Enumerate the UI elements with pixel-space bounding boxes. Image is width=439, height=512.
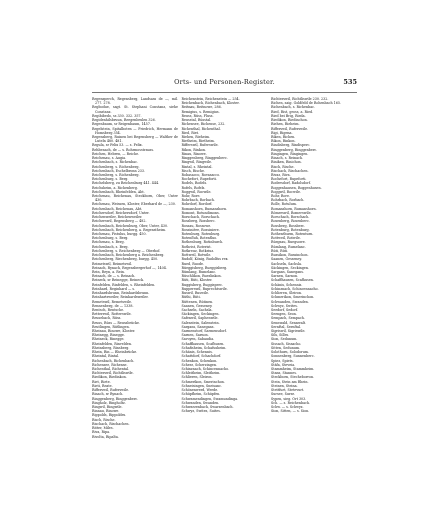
register-entry: Säckingen, Seckingen. xyxy=(181,312,220,317)
register-entry: Schänis, Schennis. xyxy=(271,282,303,287)
register-entry: Riedikon, Riedinchon. xyxy=(271,118,308,123)
register-entry: Romanshorn, Rumanshorn. xyxy=(271,206,317,211)
register-entry: Retterswil, Rotterswile. xyxy=(92,312,132,317)
register-entry: Regidenhilsbruun, Reegenbrulen 326. xyxy=(92,118,156,123)
register-entry: Solothurn, Solodorum. xyxy=(271,350,309,355)
register-entry: Rinnau, Rinowe. xyxy=(92,409,120,414)
register-entry: Roggwil, Rocwile. xyxy=(271,189,301,194)
register-entry: Schattdorf, Schachdorf. xyxy=(181,354,222,359)
register-entry: Schinznach, Schincennacho. xyxy=(181,367,230,371)
register-entry: Reinhartsweiler, Reinhardsweiler. xyxy=(92,295,149,300)
register-entry: Richenthal, Richenthal. xyxy=(181,126,221,131)
register-entry: Rinau, Rinowe. xyxy=(181,151,207,156)
register-entry: Sion, Sitten, — s. Sion. xyxy=(271,409,310,414)
register-entry: Rifferswil, Ruferswile. xyxy=(181,143,219,148)
register-entry: Reichenbach, Reichenburg, Ober, Unter, 430. xyxy=(92,223,169,228)
page-number: 535 xyxy=(343,78,357,86)
register-entry: Rohrdorf, Rordorf. xyxy=(181,202,213,207)
register-entry: Rennenberg, de — 1338. xyxy=(92,303,134,308)
register-entry: Russikon, Russinchon. xyxy=(271,253,309,258)
register-entry: Ried bei Brig, Rieda. xyxy=(271,113,306,118)
register-entry: Sypen, sieg. Ort 303. xyxy=(271,396,307,401)
register-entry: Schüpfheim, Schüpfen. xyxy=(181,392,221,397)
register-entry: Spiez, Spiets. xyxy=(271,358,294,363)
register-entry: Rikon, Rinkon. xyxy=(271,139,296,144)
register-entry: Salenstein, Salenstein. xyxy=(181,320,220,325)
register-entry: Romanshorn, Rumanshorn. xyxy=(181,206,228,211)
register-entry: Rothenburg, Rotinburch. xyxy=(181,240,224,245)
register-entry: Rindisberg, Rindisperc. xyxy=(271,143,311,148)
register-entry: Richenthal, Richental. xyxy=(92,367,130,371)
register-entry: Rohrbach, Rorbach. xyxy=(271,198,305,203)
register-entry: Sils, Silles. xyxy=(271,333,290,338)
book-page xyxy=(92,78,357,439)
register-entry: Rochefort, Rupeforti. xyxy=(271,177,307,182)
register-entry: Reichenberg, Riechenberg, burgg. 450. xyxy=(92,257,159,262)
register-entry: Risch, Rische. xyxy=(92,417,116,422)
register-entry: Riehen, Rieheim. xyxy=(181,134,211,139)
register-entry: Risch, Rische. xyxy=(181,168,205,173)
register-entry: Regelstein, Spitalboten — Friedrich, Hermann de Homsberg 354. xyxy=(92,126,178,135)
register-entry: Ried, Riet. xyxy=(181,130,200,135)
register-entry: Sachseln, Sachsla. xyxy=(271,261,303,266)
register-entry: Reichersdorf, Reichersdorf, Unter. xyxy=(92,210,150,215)
register-entry: Sachseln, Sachsla. xyxy=(181,307,213,312)
register-entry: Rentsch, Rentsche. xyxy=(92,307,125,312)
register-entry: Schneisingen, Sneisanc. xyxy=(181,383,223,388)
register-entry: Ruswil, Ruswile. xyxy=(181,291,210,296)
register-entry: Sargans, Sanegans. xyxy=(271,269,305,274)
register-entry: Sissach, Sissacho. xyxy=(271,341,302,346)
register-entry: Römerswil, Romerswile. xyxy=(271,210,312,215)
register-entry: Ringholz, Ringholtz. xyxy=(92,400,126,405)
register-entry: Romont, Rotundimons. xyxy=(181,210,220,215)
register-entry: Rued, Ruode. xyxy=(181,261,204,266)
register-entry: Sennwald, Sennwalt. xyxy=(271,320,307,325)
register-entry: Rotkreuz, Rotkriuz. xyxy=(181,248,215,253)
register-entry: Saanen, Gesseney. xyxy=(271,257,302,262)
register-entry: Reichenbach, Richenbach, Kloster. xyxy=(181,101,240,106)
register-entry: Riva, Ripa. xyxy=(92,430,111,435)
register-entry: Rossberg, Rossberc. xyxy=(181,219,216,224)
register-entry: Risch, Rische. xyxy=(271,164,295,169)
register-entry: Reichenau, s. Berg. xyxy=(92,240,125,245)
register-entry: Sitten, Sedunum. xyxy=(271,345,300,350)
register-entry: Rohrbach, Rorbach. xyxy=(181,198,215,203)
register-entry: Schmerikon, Smerinchon. xyxy=(271,295,315,300)
register-entry: Rheineck, Rinegge. xyxy=(92,337,125,342)
register-entry: Schwyz, Swites. xyxy=(271,303,298,308)
register-entry: Reicherswil, Regensberg — 482. xyxy=(92,219,147,224)
register-entry: Regenbaum, sr Reigenbaum, 1457. xyxy=(92,122,151,127)
register-entry: Rochefort, Rupeforti. xyxy=(181,177,217,182)
register-entry: Rossau, Rossowe. xyxy=(181,223,212,228)
register-entry: Rolle, Rotulum. xyxy=(271,202,297,207)
register-entry: Regibibedo, ss 330. 332. 357. xyxy=(92,113,142,118)
running-title: Orts- und Personen-Register. xyxy=(174,78,275,86)
register-entry: Sarmenstorf, Sarmensdorf. xyxy=(181,329,227,334)
register-entry: Schänis, Schennis. xyxy=(181,350,213,355)
register-entry: Rietheim, Rietheim. xyxy=(181,139,215,144)
register-entry: Reichenbach, Reichenberg a. Reichenberg. xyxy=(92,253,165,258)
register-entry: Reichenburg, s. Berg. xyxy=(92,236,129,241)
register-entry: Safenwil, Saphenwile. xyxy=(181,316,219,321)
register-entry: Schmerikon, Smerinchon. xyxy=(181,379,225,384)
register-entry: Rodels, Rodels. xyxy=(181,181,208,186)
register-entry: Rischach, Rischachen. xyxy=(92,421,130,426)
register-entry: Ritter, Miles. xyxy=(92,426,114,431)
register-entry: Rüschlikon, Rueslinkon. xyxy=(181,274,222,279)
register-entry: Ringgenberg, Ringgenberc. xyxy=(92,396,139,401)
register-entry: Sch. — s. Reichenbach. xyxy=(271,400,311,405)
register-entry: Rothrist, Roterist. xyxy=(181,244,212,249)
register-entry: Rinach, s. Reinach. xyxy=(271,156,304,161)
register-entry: Richenbach, Richenbach. xyxy=(92,358,135,363)
register-entry: Rifferswil, Ruferswile. xyxy=(92,388,130,393)
register-entry: Rohr, Rore. xyxy=(271,194,290,199)
register-entry: Reinhardsbrunn, Reinhardsbrunn. xyxy=(92,291,150,296)
register-entry: Reichenbach, Eschelbronn 233. xyxy=(92,168,146,173)
register-entry: Ringwil, Ringwile. xyxy=(181,160,212,165)
register-entry: Reichenau, Fistulus, burgg. 450. xyxy=(92,232,147,236)
register-entry: Regula, sr Felix 53. — s. Felix. xyxy=(92,143,143,148)
register-entry: Schwanden, Swanden. xyxy=(181,400,220,405)
register-entry: Rieti, Reate. xyxy=(92,383,113,388)
register-entry: Rhein, Rin — Rheinbrücke. xyxy=(92,350,138,355)
register-entry: Rivolta, Ripalta. xyxy=(92,434,119,439)
register-entry: Rümlang, Rumelanc. xyxy=(271,244,306,249)
register-entry: Reusebach, Rüss. xyxy=(92,316,122,321)
register-entry: Reichenweiler, Reichenweiler. xyxy=(92,215,143,220)
register-entry: Saanen, Gesseney. xyxy=(181,303,213,308)
register-entry: Reinach, de — s. Reinach. xyxy=(92,274,136,279)
register-columns xyxy=(92,97,357,439)
register-entry: Rippolds, Rippoldes. xyxy=(92,413,127,418)
register-entry: Seengen, Seon. xyxy=(271,312,297,317)
register-entry: Rottweil, Rotwile. xyxy=(181,253,212,258)
register-entry: Rein, Reyn, a. Rein. xyxy=(92,269,125,274)
register-entry: Reichenbach, s. Richenbac. xyxy=(92,160,139,165)
register-entry: Reichenbach, Reichenau, Abt. xyxy=(92,206,143,211)
register-entry: Reichenau, Weissen, Kloster, Eberhard de —, 230. xyxy=(92,202,176,207)
register-entry: Reinhard, Reginhard — s. xyxy=(92,286,136,291)
register-entry: Stettfurt, Stetevurt. xyxy=(271,388,305,393)
register-entry: Richensee, Richense, 232. xyxy=(181,122,226,127)
register-entry: Riedikon, Riedinkon. xyxy=(92,375,127,380)
register-entry: Scherz, Scherzingen. xyxy=(181,362,217,367)
register-entry: Rohr, Rore. xyxy=(181,194,201,199)
register-entry: Sempach, Sempach. xyxy=(271,316,305,321)
register-entry: Rüttenen, Rütinen. xyxy=(181,299,214,304)
register-column-3 xyxy=(271,97,357,423)
register-entry: Schenkon, Schenkon. xyxy=(181,358,218,363)
register-entry: Stammheim, Stammheim. xyxy=(271,367,315,371)
register-entry: Rofels, Rofels. xyxy=(181,185,206,190)
register-entry: Rischach, Rischachen. xyxy=(271,168,309,173)
register-entry: Sargans, Sanegans. xyxy=(181,324,215,329)
register-entry: Sarnen, Sarnon. xyxy=(271,274,299,279)
register-entry: Ringgenberg, Ringgenberc. xyxy=(181,156,228,161)
register-entry: Stans, Stannes. xyxy=(271,371,297,376)
register-entry: Rikon, Rinkon. xyxy=(181,147,207,152)
register-entry: Rheinau, Rinowe, Kloster. xyxy=(92,329,136,334)
register-entry: Rupperswil, Ruprechtswile. xyxy=(181,286,228,291)
register-entry: Richensee, Richense. xyxy=(92,362,128,367)
register-entry: Rümlang, Rumelanc. xyxy=(181,269,217,274)
register-entry: Reutlingen, Rütlingen. xyxy=(92,324,130,329)
register-entry: Reichenburg, s. Berg. xyxy=(92,177,129,182)
register-entry: Regbodue, sagt. St. Stephani Constanz, siehe Constanz. xyxy=(92,105,178,114)
register-entry: Reichenbach, Rheinfelden, Abt. xyxy=(92,189,145,194)
register-column-2 xyxy=(182,97,268,423)
register-entry: Rottweil, Rotwile. xyxy=(271,236,301,241)
register-entry: Schaffhausen, Scafhusen. xyxy=(181,341,225,346)
register-entry: Remigius, s. Remigius. xyxy=(181,109,220,114)
register-entry: Rodersdorf, Radolsdorf. xyxy=(271,181,311,186)
register-entry: Reichsheim, a. Richenberg. xyxy=(92,185,138,190)
register-entry: Rorschach, Rorschach. xyxy=(271,215,310,220)
register-entry: Reusstal, Rüsstal. xyxy=(181,118,212,123)
register-entry: Sion, Sedunum. xyxy=(271,337,298,342)
register-entry: Richterswil, Richtliswile 230. 232. xyxy=(271,97,329,101)
register-entry: Sernftal, Sernftal. xyxy=(271,324,302,329)
register-entry: Schwarzenbach, Swarzenbach. xyxy=(181,404,234,409)
register-entry: Schönenwerd, Werde. xyxy=(181,388,219,393)
register-entry: Rudolf, König, Rudolfus rex. xyxy=(181,257,229,262)
register-entry: Reuss, Rüss, Fluss. xyxy=(181,113,214,118)
register-entry: Rüti, Rüti, Kloster. xyxy=(181,278,213,283)
register-entry: Steckborn, Stecheborron. xyxy=(271,375,315,380)
register-entry: Säckingen, Seckingen. xyxy=(271,265,309,270)
register-entry: Rheintal, Rintal. xyxy=(92,354,120,359)
register-entry: Schaffhausen, Scafhusen. xyxy=(271,278,314,283)
header-rule xyxy=(92,92,357,93)
register-entry: Richenbach, s. Richenbac. xyxy=(271,105,316,110)
page-header xyxy=(92,78,357,92)
register-entry: Seedorf, Sedorf. xyxy=(271,307,299,312)
register-entry: Rüegsau, Ruegsowe. xyxy=(271,240,306,245)
register-entry: Riniken, Rinichon. xyxy=(271,160,302,165)
register-entry: Remetswil, Remetswile. xyxy=(92,299,133,304)
register-entry: Ruggisberg, Ruggisperc. xyxy=(181,282,224,287)
register-entry: Sarnen, Sarnon. xyxy=(181,333,209,338)
register-entry: Richen, saig. Goldfeld de Rohenbach 165. xyxy=(271,101,341,106)
register-entry: Rigi, Rigena. xyxy=(271,130,293,135)
register-entry: Rüti, Rüti. xyxy=(271,248,289,253)
register-entry: Rüeggisberg, Rueggisberg. xyxy=(181,265,228,270)
register-entry: Schw. — s. Schwyz. xyxy=(271,404,304,409)
register-entry: Reichelsberg, zu Reichenburg 441. 444. xyxy=(92,181,160,186)
register-entry: Reitnau, Reitnowe, 286. xyxy=(181,105,222,110)
register-entry: Rifferswil, Ruferswile. xyxy=(271,126,309,131)
register-entry: Ringgenberg, Ringgenberc. xyxy=(271,147,318,152)
register-entry: Rotenfluh, Rotenfluo. xyxy=(181,236,218,241)
register-entry: Riken, Richen. xyxy=(271,134,296,139)
register-entry: Ried, Rist, gross, a. Ried. xyxy=(271,109,314,114)
register-entry: Riehen, Rieheim. xyxy=(271,122,300,127)
register-entry: Schwanden, Swanden. xyxy=(271,299,309,304)
register-entry: Stein, Stein am Rhein. xyxy=(271,379,309,384)
register-entry: Roggenhausen, Roggenhusen. xyxy=(271,185,322,190)
register-entry: Rheinegg, Rinegge. xyxy=(92,333,125,338)
register-entry: Reichenstein, Reichenstein — 254. xyxy=(181,97,240,101)
register-entry: Reichenau, Reichenau, Steckborn, Ober, Unter 430. xyxy=(92,194,178,203)
register-entry: Ringwil, Ringwile. xyxy=(92,404,123,409)
register-entry: Riet, Riete. xyxy=(92,379,111,384)
register-entry: Reichenberg, s. Reichenberg — Oberhof. xyxy=(92,248,161,253)
register-entry: Reichen, Hebren, — Reiche. xyxy=(92,151,140,156)
register-entry: Reinfelden, Rinfelden, s. Rheinfelden. xyxy=(92,282,156,287)
register-entry: Reichenberg, s. Richenberg. xyxy=(92,164,140,169)
register-entry: Regensperch, Regensberg, Landsass de —, mil. 277. 278. xyxy=(92,97,178,106)
register-entry: Rüthi, Rüti. xyxy=(181,295,201,300)
register-entry: Rotenburg, Rotenburg. xyxy=(271,227,310,232)
register-entry: Roggwil, Rocwile. xyxy=(181,189,212,194)
register-entry: Reichenbach, Reichenberg, a. Regenstheim. xyxy=(92,227,167,232)
register-entry: Savoyen, Sabaudia. xyxy=(181,337,215,342)
register-entry: Schwyz, Swites, Suites. xyxy=(181,409,221,414)
register-entry: Schleitheim, Sleitheim. xyxy=(181,371,221,376)
register-entry: Rintal, s. Rheintal. xyxy=(181,164,213,169)
register-entry: Rheinsberg, Rinsberg. xyxy=(92,345,130,350)
register-entry: Rossberg, Rossberc. xyxy=(271,223,306,228)
register-entry: Schlieren, Sleiron. xyxy=(181,375,213,380)
register-entry: Rehbenach, de — s. Rohrmosstrauss. xyxy=(92,147,155,152)
register-column-1 xyxy=(92,97,178,439)
register-entry: Rossinière, Rossiniere. xyxy=(181,227,220,232)
register-entry: Schwamendingen, Swamundinga. xyxy=(181,396,239,401)
register-entry: Robasacco, Rovasacco. xyxy=(181,172,221,177)
register-entry: Sonnenberg, Sunnenberc. xyxy=(271,354,315,359)
register-entry: Reuss, Rüss — Reussbrücke. xyxy=(92,320,141,325)
register-entry: Reinach, Rynach, Regensbergerhof —, 1404. xyxy=(92,265,167,270)
register-entry: Sigriswil, Sigriswile. xyxy=(271,329,306,334)
register-entry: Reimetswil, Reimetswil. xyxy=(92,261,133,266)
register-entry: Stäfa, Steveia. xyxy=(271,362,296,367)
register-entry: Schinznach, Schincennacho. xyxy=(271,286,319,291)
register-entry: Rorschach, Rorschach. xyxy=(181,215,220,220)
register-entry: Richterswil, Richtliswile. xyxy=(92,371,134,376)
register-entry: Rheinfelden, Rinvelden. xyxy=(92,341,133,346)
register-entry: Reichenbach, s. Berg. xyxy=(92,244,129,249)
register-entry: Regensberg, Ruinen bei Regensberg — Walther de Luteln 480. 481. xyxy=(92,134,178,144)
register-entry: Reichenau, s. Augia. xyxy=(92,156,127,161)
register-entry: Schlieren, Sleiron. xyxy=(271,291,303,296)
register-entry: Rinach, sr Rynach. xyxy=(92,392,124,397)
register-entry: Ringingen, Ringingen. xyxy=(271,151,309,156)
register-entry: Rosenberg, Rosenberc. xyxy=(271,219,310,224)
register-entry: Steinen, Steina. xyxy=(271,383,298,388)
register-entry: Schafisheim, Schafusheim. xyxy=(181,345,227,350)
register-entry: Rothenthurm, Rotenturn. xyxy=(271,232,314,236)
register-entry: Rotenburg, Rotenburg. xyxy=(181,232,221,236)
register-entry: Reineck, sr Reinegge, Reineck. xyxy=(92,278,145,283)
register-entry: Sursee, Surse. xyxy=(271,392,296,397)
register-entry: Rivaz, Riva. xyxy=(271,172,291,177)
register-entry: Reichenberg, s. Richenberg. xyxy=(92,172,140,177)
